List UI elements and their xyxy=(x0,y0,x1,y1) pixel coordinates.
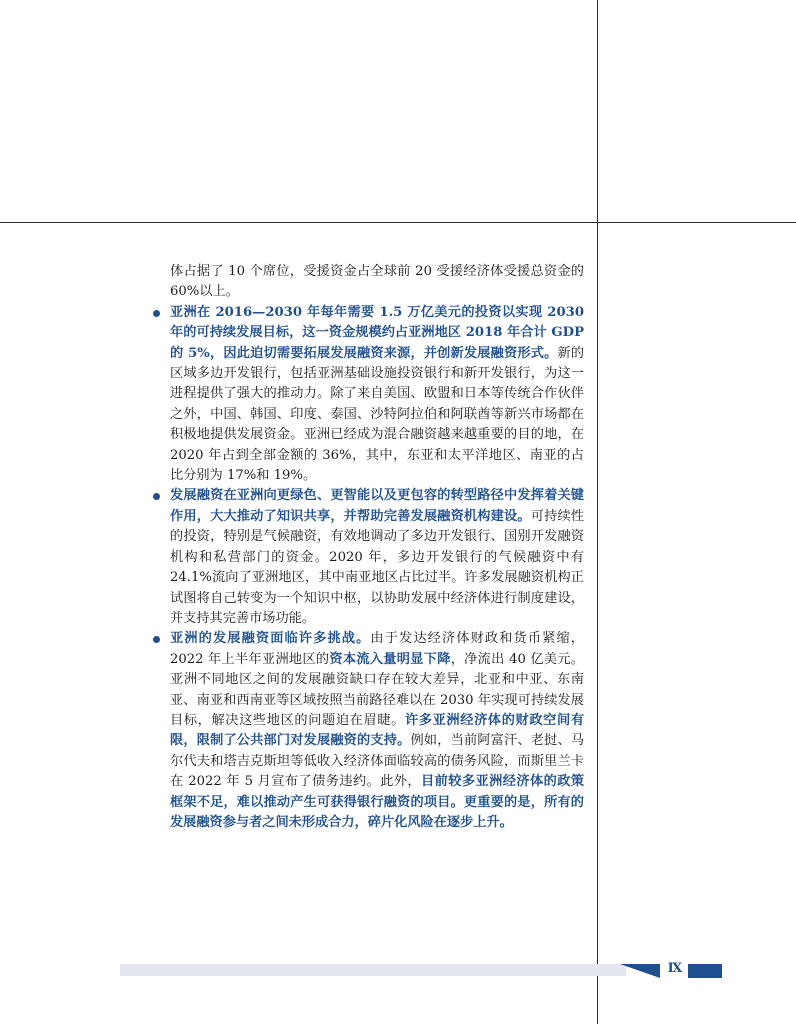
highlight-text: 许多亚洲经济体的财政空间有限，限制了公共部门对发展融资的支持。 xyxy=(170,712,585,749)
highlight-text: 资本流入量明显下降 xyxy=(329,651,451,667)
highlight-text: 亚洲在 2016—2030 年每年需要 1.5 万亿美元的投资以实现 2030 年的可持续发展目标，这一资金规模约占亚洲地区 2018 年合计 GDP 的 5%，因此迫切需要拓展发展融资来源，并创新发展融资形式。 xyxy=(170,304,584,361)
bullet-paragraph xyxy=(148,629,584,833)
body-text-segment: 由于发达经济体财政和货币紧缩，2022 年上半年亚洲地区的 xyxy=(170,631,584,667)
body-text-segment: 新的区域多边开发银行，包括亚洲基础设施投资银行和新开发银行，为这一进程提供了强大的推动力。除了来自美国、欧盟和日本等传统合作伙伴之外，中国、韩国、印度、泰国、沙特阿拉伯和阿联酋等新兴市场都在积极地提供发展资金。亚洲已经成为混合融资越来越重要的目的地，在 2020 年占到全部金额的 36%，其中，东亚和太平洋地区、南亚的占比分别为 17%和 19%。 xyxy=(170,345,585,484)
highlight-text: 发展融资在亚洲向更绿色、更智能以及更包容的转型路径中发挥着关键作用，大大推动了知识共享，并帮助完善发展融资机构建设。 xyxy=(170,488,584,524)
highlight-text: 目前较多亚洲经济体的政策框架不足，难以推动产生可获得银行融资的项目。更重要的是，所有的发展融资参与者之间未形成合力，碎片化风险在逐步上升。 xyxy=(170,774,585,830)
body-text-segment: 例如，当前阿富汗、老挝、马尔代夫和塔吉克斯坦等低收入经济体面临较高的债务风险，而斯里兰卡在 2022 年 5 月宣布了债务违约。此外， xyxy=(170,733,585,790)
bullet-paragraph xyxy=(148,303,584,487)
bullet-dot-icon xyxy=(153,493,160,500)
body-text-segment: 可持续性的投资，特别是气候融资，有效地调动了多边开发银行、国别开发融资机构和私营部门的资金。2020 年，多边开发银行的气候融资中有 24.1%流向了亚洲地区，其中南亚地区占比过半。许多发展融资机构正试图将自己转变为一个知识中枢，以协助发展中经济体进行制度建设，并支持其完善市场功能。 xyxy=(170,508,585,626)
page-number: Ⅸ xyxy=(667,961,683,976)
footer-bar xyxy=(120,964,626,976)
bullet-dot-icon xyxy=(153,310,160,317)
bullet-dot-icon xyxy=(153,636,160,643)
highlight-text: 亚洲的发展融资面临许多挑战。 xyxy=(170,631,371,647)
crop-mark-vertical xyxy=(597,0,598,1024)
bullet-paragraph xyxy=(148,486,584,629)
footer-accent-block xyxy=(688,964,722,978)
crop-mark-horizontal xyxy=(0,222,796,223)
continuation-paragraph xyxy=(170,262,584,303)
body-text-segment: 体占据了 10 个席位，受援资金占全球前 20 受援经济体受援总资金的 60%以上。 xyxy=(170,264,584,300)
footer-wedge xyxy=(620,962,664,978)
body-text-segment: ，净流出 40 亿美元。亚洲不同地区之间的发展融资缺口存在较大差异，北亚和中亚、东南亚、南亚和西南亚等区域按照当前路径难以在 2030 年实现可持续发展目标，解决这些地区的问题迫在眉睫。 xyxy=(170,651,584,728)
body-text xyxy=(148,262,584,833)
